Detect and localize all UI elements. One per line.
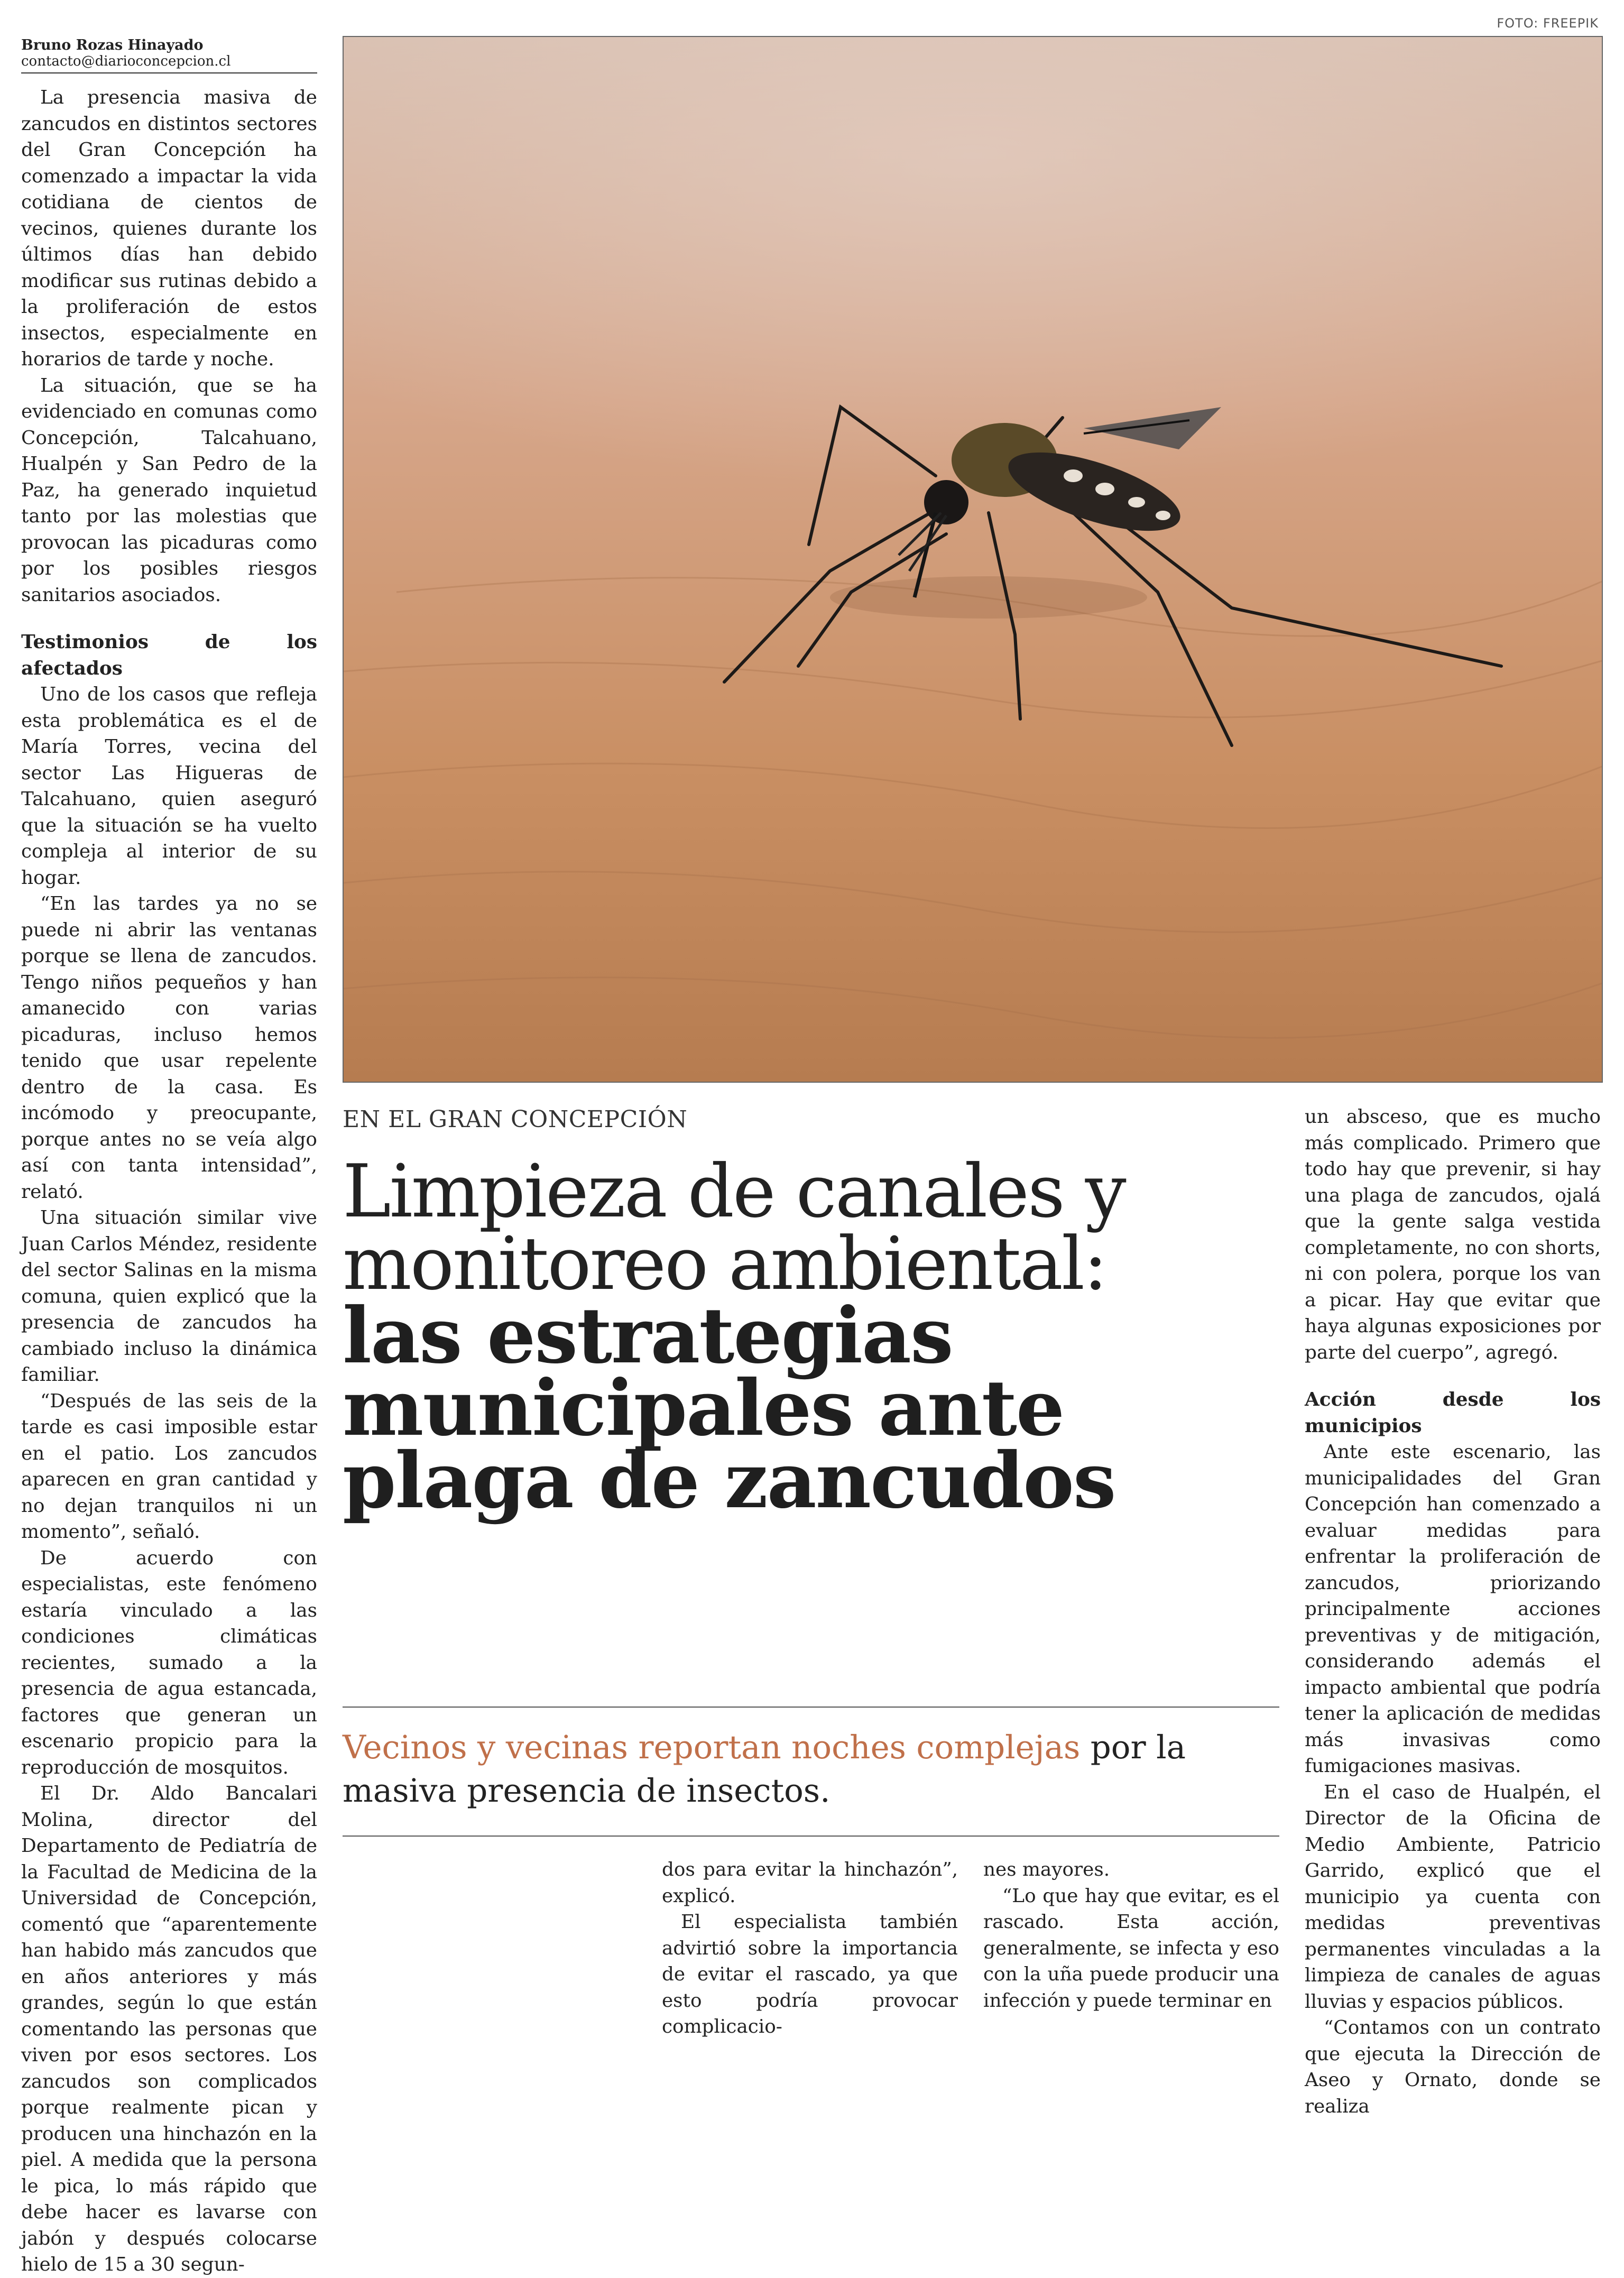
byline: [21, 37, 317, 73]
paragraph: Ante este escenario, las municipalidades del Gran Concepción han comenzado a evaluar medidas para enfrentar la proliferación de zancudos, priorizando principalmente acciones preventivas y de mitigación, considerando además el impacto ambiental que podría tener la aplicación de medidas más invasivas como fumigaciones masivas.: [1305, 1441, 1601, 1777]
author-email[interactable]: contacto@diarioconcepcion.cl: [21, 53, 231, 69]
headline-line: municipales ante: [343, 1363, 1064, 1453]
paragraph: “Después de las seis de la tarde es casi imposible estar en el patio. Los zancudos aparecen en gran cantidad y no dejan tranquilos ni un momento”, señaló.: [21, 1390, 317, 1543]
column-1: [21, 85, 317, 2278]
subheading: Acción desde los municipios: [1305, 1388, 1601, 1437]
headline-line: Limpieza de canales y: [343, 1149, 1125, 1234]
paragraph: La presencia masiva de zancudos en distintos sectores del Gran Concepción ha comenzado a impactar la vida cotidiana de cientos de vecinos, quienes durante los últimos días han debido modificar sus rutinas debido a la proliferación de estos insectos, especialmente en horarios de tarde y noche.: [21, 87, 317, 370]
headline: [343, 1149, 1294, 1526]
paragraph: “Lo que hay que evitar, es el rascado. Esta acción, generalmente, se infecta y eso con la uña puede producir una infección y puede terminar en: [983, 1885, 1279, 2012]
deck-accent: Vecinos y vecinas reportan noches complejas: [343, 1729, 1081, 1766]
paragraph: La situación, que se ha evidenciado en comunas como Concepción, Talcahuano, Hualpén y San Pedro de la Paz, ha generado inquietud tanto por las molestias que provocan las picaduras como por los posibles riesgos sanitarios asociados.: [21, 374, 317, 606]
paragraph: dos para evitar la hinchazón”, explicó.: [662, 1859, 958, 1907]
author-name: Bruno Rozas Hinayado: [21, 37, 204, 53]
mosquito-photo: [343, 36, 1603, 1083]
paragraph: “Contamos con un contrato que ejecuta la Dirección de Aseo y Ornato, donde se realiza: [1305, 2017, 1601, 2117]
paragraph: Una situación similar vive Juan Carlos Méndez, residente del sector Salinas en la misma comuna, quien explicó que la presencia de zancudos ha cambiado incluso la dinámica familiar.: [21, 1207, 317, 1386]
paragraph: En el caso de Hualpén, el Director de la Oficina de Medio Ambiente, Patricio Garrido, explicó que el municipio ya cuenta con medidas preventivas permanentes vinculadas a la limpieza de canales de aguas lluvias y espacios públicos.: [1305, 1781, 1601, 2013]
photo-credit: FOTO: FREEPIK: [1497, 16, 1599, 31]
column-3: [983, 1857, 1279, 2014]
paragraph: nes mayores.: [983, 1859, 1110, 1880]
paragraph: De acuerdo con especialistas, este fenómeno estaría vinculado a las condiciones climáticas recientes, sumado a la presencia de agua estancada, factores que generan un escenario propicio para la reproducción de mosquitos.: [21, 1547, 317, 1778]
paragraph: Uno de los casos que refleja esta problemática es el de María Torres, vecina del sector Las Higueras de Talcahuano, quien aseguró que la situación se ha vuelto compleja al interior de su hogar.: [21, 684, 317, 889]
mosquito-icon: [344, 37, 1602, 1082]
deck-text: por la masiva presencia de insectos.: [343, 1729, 1186, 1810]
deck-bottom-rule: [343, 1836, 1279, 1837]
paragraph: “En las tardes ya no se puede ni abrir las ventanas porque se llena de zancudos. Tengo niños pequeños y han amanecido con varias picaduras, incluso hemos tenido que usar repelente dentro de la casa. Es incómodo y preocupante, porque antes no se veía algo así con tanta intensidad”, relató.: [21, 893, 317, 1203]
subheading: Testimonios de los afectados: [21, 631, 317, 679]
byline-rule: [21, 72, 317, 73]
headline-line: plaga de zancudos: [343, 1436, 1115, 1526]
column-4: [1305, 1104, 1601, 2119]
kicker: EN EL GRAN CONCEPCIÓN: [343, 1106, 688, 1133]
paragraph: El Dr. Aldo Bancalari Molina, director del Departamento de Pediatría de la Facultad de Medicina de la Universidad de Concepción, comentó que “aparentemente han habido más zancudos que en años anteriores y más grandes, según lo que están comentando las personas que viven por esos sectores. Los zancudos son complicados porque realmente pican y producen una hinchazón en la piel. A medida que la persona le pica, lo más rápido que debe hacer es lavarse con jabón y después colocarse hielo de 15 a 30 segun-: [21, 1783, 317, 2275]
headline-line: monitoreo ambiental:: [343, 1221, 1106, 1306]
paragraph: un absceso, que es mucho más complicado. Primero que todo hay que prevenir, si hay una plaga de zancudos, ojalá que la gente salga vestida completamente, no con shorts, ni con polera, porque los van a picar. Hay que evitar que haya algunas exposiciones por parte del cuerpo”, agregó.: [1305, 1106, 1601, 1363]
column-2: [662, 1857, 958, 2040]
paragraph: El especialista también advirtió sobre la importancia de evitar el rascado, ya que esto podría provocar complicacio-: [662, 1911, 958, 2037]
headline-line: las estrategias: [343, 1291, 953, 1381]
deck: [343, 1726, 1278, 1813]
deck-top-rule: [343, 1707, 1279, 1708]
